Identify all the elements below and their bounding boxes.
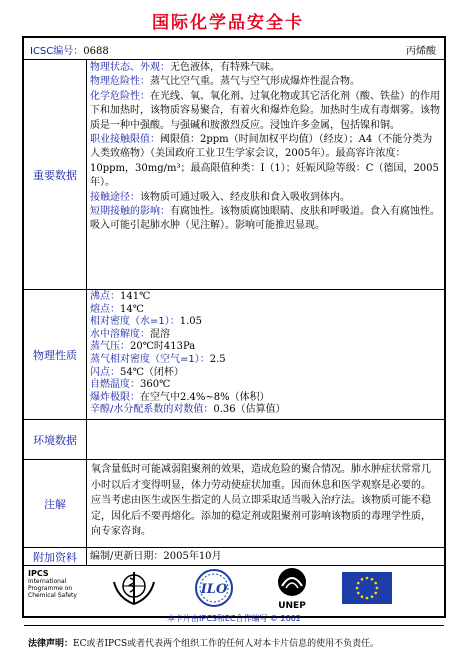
key-item: 短期接触的影响：有腐蚀性。该物质腐蚀眼睛、皮肤和呼吸道。食入有腐蚀性。吸入可能引起肺水肿（见注解）。影响可能推迟显现。 bbox=[90, 206, 440, 232]
phys-item: 沸点：141℃ bbox=[90, 291, 151, 302]
additional-row bbox=[24, 548, 444, 566]
environment-label: 环境数据 bbox=[24, 420, 87, 459]
unep-logo-icon bbox=[272, 566, 312, 610]
environment-content bbox=[87, 420, 444, 459]
legal-notice bbox=[28, 636, 379, 649]
phys-item: 相对密度（水=1）：1.05 bbox=[90, 316, 203, 328]
header-row bbox=[24, 38, 444, 60]
key-item: 物理状态、外观：无色液体，有特殊气味。 bbox=[90, 62, 280, 73]
phys-item: 水中溶解度：混溶 bbox=[90, 328, 170, 340]
chemical-name: 丙烯酸 bbox=[406, 46, 436, 57]
key-item: 接触途径：该物质可通过吸入、经皮肤和食入吸收到体内。 bbox=[90, 191, 350, 203]
notes-content: 氧含量低时可能减弱阻聚剂的效果，造成危险的聚合情况。肺水肿症状常常几小时以后才变得明显，体力劳动使症状加重。因而休息和医学观察是必要的。应当考虑由医生或医生指定的人员立即采取适当吸入治疗法。该物质可能不稳定，因化后不要再熔化。添加的稳定剂或阻聚剂可影响该物质的毒理学性质，向专家咨询。 bbox=[91, 464, 431, 537]
footer-caption: 本卡片由IPCS和EC合作编写 © 2002 bbox=[167, 614, 301, 623]
ipcs-line: Programme on bbox=[28, 585, 73, 592]
key-data-label: 重要数据 bbox=[24, 60, 87, 289]
phys-item: 自燃温度：360℃ bbox=[90, 379, 171, 391]
legal-label: 法律声明： bbox=[28, 639, 74, 649]
physical-row bbox=[24, 290, 444, 420]
logos bbox=[24, 566, 444, 610]
phys-item: 爆炸极限：在空气中2.4%~8%（体积） bbox=[90, 391, 270, 403]
ilo-logo-icon bbox=[194, 568, 234, 608]
icsc-code-value: 0688 bbox=[83, 46, 109, 57]
phys-item: 闪点：54℃（闭杯） bbox=[90, 366, 184, 378]
legal-body: EC或者IPCS或者代表两个组织工作的任何人对本卡片信息的使用不负责任。 bbox=[73, 639, 380, 649]
key-item: 物理危险性：蒸气比空气重。蒸气与空气形成爆炸性混合物。 bbox=[90, 76, 360, 88]
key-item: 职业接触限值：阈限值：2ppm（时间加权平均值）（经皮）；A4（不能分类为人类致癌物）（美国政府工业卫生学家会议，2005年）。最高容许浓度：10ppm，30mg/m³；最高限值种类：I（1）；妊娠风险等级：C（德国，2005年）。 bbox=[90, 134, 439, 189]
ilo-text: ILO bbox=[200, 582, 228, 597]
phys-item: 辛醇/水分配系数的对数值：0.36（估算值） bbox=[90, 404, 286, 416]
phys-item: 蒸气压：20℃时413Pa bbox=[90, 341, 196, 353]
additional-label: 附加资料 bbox=[24, 548, 87, 565]
eu-flag-icon bbox=[342, 572, 392, 604]
ipcs-line: International bbox=[28, 578, 67, 585]
key-data-content bbox=[87, 60, 444, 289]
unep-text: UNEP bbox=[278, 601, 306, 610]
card-title: 国际化学品安全卡 bbox=[152, 13, 304, 33]
phys-item: 蒸气相对密度（空气=1）：2.5 bbox=[90, 353, 226, 365]
notes-row bbox=[24, 460, 444, 548]
card-frame bbox=[22, 36, 446, 649]
logo-row bbox=[24, 566, 444, 626]
additional-content: 编制/更新日期：2005年10月 bbox=[90, 551, 222, 562]
phys-item: 熔点：14℃ bbox=[90, 303, 144, 315]
key-item: 化学危险性：在光线、氧、氧化剂、过氧化物或其它活化剂（酸、铁盐）的作用下和加热时，该物质容易聚合，有着火和爆炸危险。加热时生成有毒烟雾。该物质是一种中强酸。与强碱和胺激烈反应。浸蚀许多金属，包括镍和铜。 bbox=[90, 90, 440, 131]
legal-row bbox=[24, 626, 444, 656]
icsc-code bbox=[30, 42, 109, 57]
notes-label: 注解 bbox=[24, 460, 87, 547]
ipcs-line: Chemical Safety bbox=[28, 592, 77, 599]
physical-label: 物理性质 bbox=[24, 290, 87, 419]
ipcs-logo bbox=[28, 570, 77, 599]
who-emblem-icon bbox=[110, 568, 158, 608]
key-data-row bbox=[24, 60, 444, 290]
ipcs-title: IPCS bbox=[28, 569, 49, 578]
icsc-code-label: ICSC编号： bbox=[30, 46, 84, 57]
physical-content bbox=[87, 290, 444, 419]
environment-row bbox=[24, 420, 444, 460]
